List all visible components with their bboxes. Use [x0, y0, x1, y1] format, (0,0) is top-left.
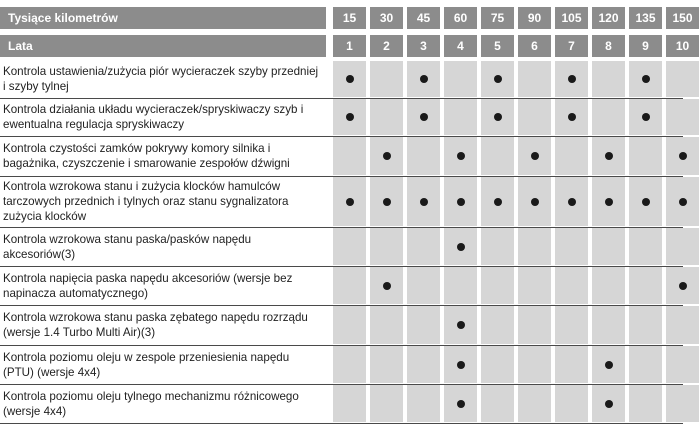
header-year-1: 1: [333, 35, 366, 57]
schedule-cell: [666, 228, 699, 265]
schedule-cell: [481, 137, 514, 175]
schedule-cell: [444, 99, 477, 135]
schedule-cell: [518, 137, 551, 175]
schedule-cell: [629, 228, 662, 265]
header-km-150: 150: [666, 7, 699, 29]
check-dot-icon: [383, 152, 391, 160]
header-year-4: 4: [444, 35, 477, 57]
check-dot-icon: [346, 113, 354, 121]
schedule-cell: [481, 61, 514, 97]
check-dot-icon: [457, 400, 465, 408]
check-dot-icon: [494, 75, 502, 83]
schedule-cell: [629, 137, 662, 175]
task-description: Kontrola wzrokowa stanu i zużycia klocków hamulców tarczowych przednich i tylnych oraz stanu sygnalizatora zużycia klocków: [0, 177, 326, 226]
schedule-cell: [518, 99, 551, 135]
check-dot-icon: [605, 152, 613, 160]
header-km-label: Tysiące kilometrów: [0, 7, 326, 29]
schedule-cell: [333, 346, 366, 383]
header-year-7: 7: [555, 35, 588, 57]
header-km-15: 15: [333, 7, 366, 29]
header-year-6: 6: [518, 35, 551, 57]
header-year-10: 10: [666, 35, 699, 57]
header-year-9: 9: [629, 35, 662, 57]
task-description: Kontrola czystości zamków pokrywy komory silnika i bagażnika, czyszczenie i smarowanie zespołów dźwigni: [0, 137, 326, 175]
check-dot-icon: [457, 198, 465, 206]
check-dot-icon: [494, 113, 502, 121]
schedule-cell: [518, 346, 551, 383]
schedule-cell: [666, 306, 699, 344]
schedule-cell: [370, 306, 403, 344]
schedule-cell: [370, 267, 403, 304]
check-dot-icon: [346, 75, 354, 83]
schedule-cell: [407, 177, 440, 226]
schedule-cell: [666, 385, 699, 422]
schedule-cell: [333, 61, 366, 97]
check-dot-icon: [679, 152, 687, 160]
header-km-30: 30: [370, 7, 403, 29]
check-dot-icon: [605, 198, 613, 206]
check-dot-icon: [642, 113, 650, 121]
schedule-cell: [407, 267, 440, 304]
header-year-2: 2: [370, 35, 403, 57]
header-km-135: 135: [629, 7, 662, 29]
check-dot-icon: [457, 321, 465, 329]
schedule-cell: [555, 346, 588, 383]
schedule-cell: [518, 177, 551, 226]
schedule-cell: [407, 228, 440, 265]
check-dot-icon: [531, 152, 539, 160]
check-dot-icon: [457, 152, 465, 160]
schedule-cell: [555, 385, 588, 422]
header-km-45: 45: [407, 7, 440, 29]
task-description: Kontrola poziomu oleju tylnego mechanizmu różnicowego (wersje 4x4): [0, 385, 326, 422]
schedule-cell: [555, 137, 588, 175]
task-description: Kontrola wzrokowa stanu paska zębatego napędu rozrządu (wersje 1.4 Turbo Multi Air)(3): [0, 306, 326, 344]
schedule-cell: [629, 61, 662, 97]
schedule-cell: [407, 99, 440, 135]
check-dot-icon: [642, 198, 650, 206]
task-description: Kontrola ustawienia/zużycia piór wycieraczek szyby przedniej i szyby tylnej: [0, 61, 326, 97]
schedule-cell: [555, 177, 588, 226]
schedule-cell: [407, 306, 440, 344]
schedule-cell: [592, 228, 625, 265]
schedule-cell: [407, 346, 440, 383]
schedule-cell: [592, 99, 625, 135]
schedule-cell: [444, 177, 477, 226]
schedule-cell: [444, 385, 477, 422]
schedule-cell: [444, 61, 477, 97]
schedule-cell: [666, 267, 699, 304]
schedule-cell: [481, 267, 514, 304]
schedule-cell: [481, 228, 514, 265]
schedule-cell: [666, 346, 699, 383]
check-dot-icon: [605, 361, 613, 369]
schedule-cell: [370, 346, 403, 383]
header-km-105: 105: [555, 7, 588, 29]
check-dot-icon: [383, 198, 391, 206]
schedule-cell: [481, 99, 514, 135]
schedule-cell: [592, 385, 625, 422]
check-dot-icon: [568, 198, 576, 206]
check-dot-icon: [420, 113, 428, 121]
schedule-cell: [629, 306, 662, 344]
schedule-cell: [444, 137, 477, 175]
schedule-cell: [370, 228, 403, 265]
schedule-cell: [555, 228, 588, 265]
schedule-cell: [666, 137, 699, 175]
check-dot-icon: [420, 75, 428, 83]
schedule-cell: [555, 267, 588, 304]
schedule-cell: [555, 61, 588, 97]
schedule-cell: [444, 346, 477, 383]
schedule-cell: [666, 177, 699, 226]
schedule-cell: [666, 61, 699, 97]
schedule-cell: [407, 137, 440, 175]
check-dot-icon: [568, 75, 576, 83]
check-dot-icon: [383, 282, 391, 290]
schedule-cell: [444, 306, 477, 344]
schedule-cell: [370, 61, 403, 97]
schedule-cell: [333, 177, 366, 226]
schedule-cell: [592, 61, 625, 97]
schedule-cell: [370, 177, 403, 226]
check-dot-icon: [679, 198, 687, 206]
header-year-5: 5: [481, 35, 514, 57]
schedule-cell: [481, 306, 514, 344]
schedule-cell: [666, 99, 699, 135]
schedule-cell: [444, 228, 477, 265]
header-years-label: Lata: [0, 35, 326, 57]
check-dot-icon: [346, 198, 354, 206]
schedule-cell: [370, 99, 403, 135]
schedule-cell: [592, 346, 625, 383]
schedule-cell: [629, 99, 662, 135]
schedule-cell: [592, 267, 625, 304]
schedule-cell: [592, 177, 625, 226]
schedule-cell: [333, 99, 366, 135]
header-year-8: 8: [592, 35, 625, 57]
schedule-cell: [481, 177, 514, 226]
row-divider: [0, 423, 683, 424]
schedule-cell: [407, 61, 440, 97]
task-description: Kontrola działania układu wycieraczek/spryskiwaczy szyb i ewentualna regulacja spryskiwaczy: [0, 99, 326, 135]
header-km-120: 120: [592, 7, 625, 29]
schedule-cell: [333, 267, 366, 304]
check-dot-icon: [679, 282, 687, 290]
check-dot-icon: [642, 75, 650, 83]
schedule-cell: [333, 385, 366, 422]
check-dot-icon: [605, 400, 613, 408]
check-dot-icon: [494, 198, 502, 206]
schedule-cell: [518, 267, 551, 304]
schedule-cell: [555, 306, 588, 344]
task-description: Kontrola napięcia paska napędu akcesoriów (wersje bez napinacza automatycznego): [0, 267, 326, 304]
schedule-cell: [629, 346, 662, 383]
schedule-cell: [333, 137, 366, 175]
header-km-60: 60: [444, 7, 477, 29]
schedule-cell: [629, 385, 662, 422]
check-dot-icon: [457, 243, 465, 251]
schedule-cell: [370, 137, 403, 175]
schedule-cell: [629, 267, 662, 304]
schedule-cell: [518, 228, 551, 265]
schedule-cell: [555, 99, 588, 135]
header-km-75: 75: [481, 7, 514, 29]
schedule-cell: [370, 385, 403, 422]
schedule-cell: [333, 306, 366, 344]
header-km-90: 90: [518, 7, 551, 29]
header-year-3: 3: [407, 35, 440, 57]
schedule-cell: [481, 385, 514, 422]
schedule-cell: [444, 267, 477, 304]
schedule-cell: [518, 61, 551, 97]
task-description: Kontrola poziomu oleju w zespole przeniesienia napędu (PTU) (wersje 4x4): [0, 346, 326, 383]
check-dot-icon: [531, 198, 539, 206]
check-dot-icon: [568, 113, 576, 121]
task-description: Kontrola wzrokowa stanu paska/pasków napędu akcesoriów(3): [0, 228, 326, 265]
schedule-cell: [518, 385, 551, 422]
schedule-cell: [592, 306, 625, 344]
schedule-cell: [333, 228, 366, 265]
schedule-cell: [518, 306, 551, 344]
schedule-cell: [407, 385, 440, 422]
schedule-cell: [592, 137, 625, 175]
check-dot-icon: [420, 198, 428, 206]
schedule-cell: [481, 346, 514, 383]
schedule-cell: [629, 177, 662, 226]
check-dot-icon: [457, 361, 465, 369]
